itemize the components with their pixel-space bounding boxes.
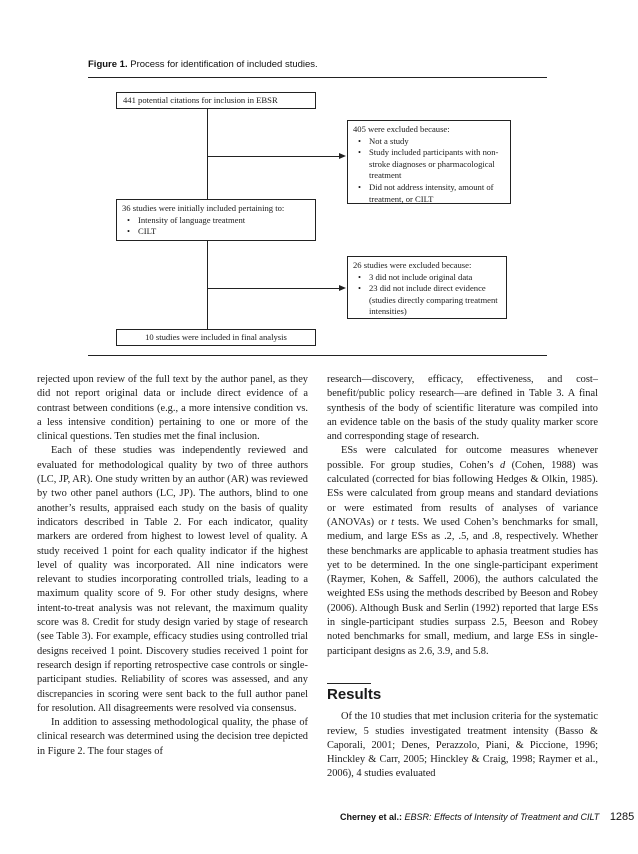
figure-caption [88, 59, 318, 70]
box-excluded-405-list [353, 136, 505, 206]
page-number: 1285 [609, 811, 635, 823]
excluded-26-item: • 3 did not include original data [353, 272, 501, 284]
footer-authors: Cherney et al.: [340, 812, 403, 822]
footer-title: EBSR: Effects of Intensity of Treatment and CILT [404, 812, 600, 822]
box-excluded-405 [347, 120, 511, 204]
cohens-d-symbol: d [499, 459, 506, 471]
left-paragraph-2: Each of these studies was independently reviewed and evaluated for methodological quality by two of three authors (LC, JP, AR). One study written by an author (AR) was reviewed by two other panel authors (LC, JP). The authors, blind to one another’s results, appraised each study on the basis of quality indicators described in Table 2. For each indicator, quality markers are ordered from highest to lowest level of quality. A study received 1 point for each quality indicator if the highest level of quality was incorporated. All nine indicators were relevant to studies incorporating controlled trials, leading to a maximum quality score of 9. For other study designs, where intent-to-treat analysis was not relevant, the maximum quality score was 8. Credit for study design varied by stage of research (see Table 3). For example, efficacy studies using controlled trial designs received 1 point. Discovery studies received 1 point for research design if reporting retrospective case controls or single-participant studies. Reliability of scores was assessed, and any discrepancies in scoring were sent back to the full author panel for resolution. All disagreements were resolved via consensus. [37, 445, 308, 714]
arrow-to-excluded-2 [339, 285, 346, 291]
box-excluded-405-title: 405 were excluded because: [353, 124, 450, 134]
connector-to-excluded-2 [207, 288, 339, 289]
right-paragraph-2-part-b: (Cohen, 1988) was calculated (corrected for bias following Hedges & Olkin, 1985). ESs were calculated from group means and standard deviations or were estimated from results of analyses of variance (ANOVAs) or [327, 459, 598, 528]
figure-label: Figure 1. [88, 59, 128, 70]
box-initially-included-list [122, 215, 310, 238]
figure-top-rule [88, 77, 547, 78]
included-item: • CILT [122, 226, 310, 238]
included-item: • Intensity of language treatment [122, 215, 310, 227]
right-column [327, 373, 598, 782]
box-potential-citations [116, 92, 316, 109]
left-paragraph-3: In addition to assessing methodological quality, the phase of clinical research was determined using the decision tree depicted in Figure 2. The four stages of [37, 717, 308, 757]
box-excluded-26-list [353, 272, 501, 318]
arrow-to-excluded-1 [339, 153, 346, 159]
right-paragraph-2 [327, 444, 598, 658]
right-paragraph-1: research—discovery, efficacy, effectiveness, and cost–benefit/public policy research—are defined in Table 3. A final synthesis of the body of scientific literature was compiled into an evidence table on the basis of the study quality marker score and corresponding stage of research. [327, 374, 598, 443]
results-heading-rule [327, 683, 371, 684]
box-excluded-26 [347, 256, 507, 319]
box-excluded-26-title: 26 studies were excluded because: [353, 260, 472, 270]
results-heading: Results [327, 685, 382, 703]
left-column [37, 373, 308, 759]
right-paragraph-3: Of the 10 studies that met inclusion criteria for the systematic review, 5 studies investigated treatment intensity (Basso & Caporali, 2001; Denes, Perazzolo, Piani, & Piccione, 1996; Hinckley & Carr, 2005; Hinckley & Craig, 1998; Raymer et al., 2006), 4 studies evaluated [327, 711, 598, 780]
box-final-analysis [116, 329, 316, 346]
figure-caption-text: Process for identification of included studies. [130, 59, 318, 70]
excluded-26-item: • 23 did not include direct evidence (studies directly comparing treatment intensities) [353, 283, 501, 318]
connector-main-1 [207, 109, 208, 199]
page-footer [340, 811, 634, 823]
left-paragraph-1: rejected upon review of the full text by the author panel, as they did not report original data or include direct evidence of a contrast between conditions (e.g., a more intensive condition vs. a less intensive condition) pertaining to one or more of the clinical questions. Ten studies met the final inclusion. [37, 374, 308, 443]
excluded-405-item: • Study included participants with non-stroke diagnoses or pharmacological treatment [353, 147, 505, 182]
right-paragraph-2-part-a: ESs were calculated for outcome measures whenever possible. For group studies, Cohen’s [327, 445, 598, 471]
connector-main-2 [207, 241, 208, 329]
right-paragraph-2-part-c: tests. We used Cohen’s benchmarks for small, medium, and large ESs as .2, .5, and .8, respectively. Whether these benchmarks are applicable to aphasia treatment studies has yet to be determined. In the one single-participant experiment (Raymer, Kohen, & Saffell, 2006), the authors calculated the weighted ESs using the methods described by Beeson and Robey (2006). Although Busk and Serlin (1992) reported that large ESs in single-participant studies surpass 2.5, Beeson and Robey noted benchmarks for small, medium, and large ESs in single-participant designs as 2.6, 3.9, and 5.8. [327, 516, 598, 657]
t-symbol: t [391, 516, 394, 528]
box-initially-included-title: 36 studies were initially included pertaining to: [122, 203, 285, 213]
excluded-405-item: • Not a study [353, 136, 505, 148]
box-initially-included [116, 199, 316, 241]
connector-to-excluded-1 [207, 156, 339, 157]
box-potential-citations-text: 441 potential citations for inclusion in EBSR [123, 95, 278, 105]
excluded-405-item: • Did not address intensity, amount of treatment, or CILT [353, 182, 505, 205]
box-final-analysis-text: 10 studies were included in final analysis [145, 332, 287, 342]
figure-bottom-rule [88, 355, 547, 356]
